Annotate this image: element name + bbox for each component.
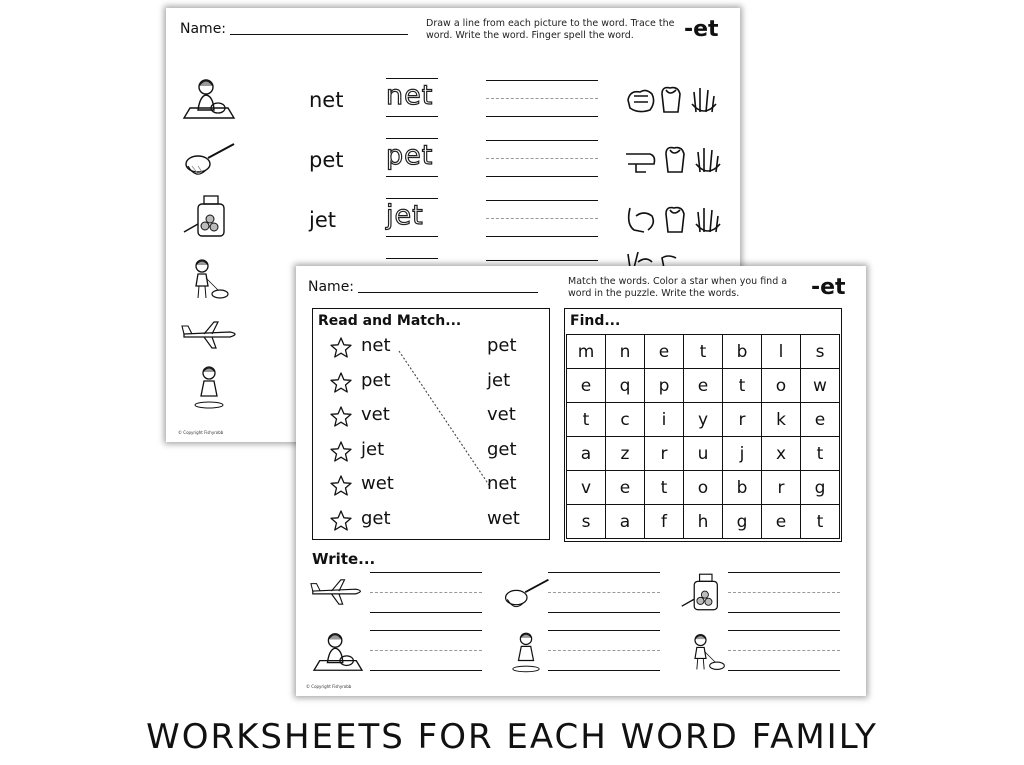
grid-cell[interactable]: e (645, 335, 684, 369)
grid-cell[interactable]: z (606, 437, 645, 471)
grid-cell[interactable]: v (567, 471, 606, 505)
match-word-right[interactable]: get (487, 438, 517, 460)
grid-cell[interactable]: r (645, 437, 684, 471)
grid-row (567, 403, 840, 437)
girl-walking-dog-icon (684, 630, 728, 674)
grid-cell[interactable]: t (645, 471, 684, 505)
match-word-right[interactable]: wet (487, 507, 520, 529)
word-jet: jet (309, 208, 336, 232)
sign-language-hands-icon (624, 202, 728, 238)
grid-cell[interactable]: h (684, 505, 723, 539)
girl-with-cat-icon (310, 628, 366, 676)
write-line[interactable] (370, 630, 482, 631)
write-line[interactable] (370, 612, 482, 613)
grid-cell[interactable]: r (723, 403, 762, 437)
word-family-label: -et (684, 17, 719, 42)
write-line[interactable] (728, 670, 840, 671)
grid-cell[interactable]: a (567, 437, 606, 471)
grid-row (567, 437, 840, 471)
write-line[interactable] (370, 572, 482, 573)
grid-cell[interactable]: k (762, 403, 801, 437)
jar-of-coins-icon (182, 192, 236, 240)
girl-walking-dog-icon (184, 256, 232, 302)
girl-in-puddle-icon (192, 364, 226, 410)
grid-cell[interactable]: t (801, 505, 840, 539)
grid-cell[interactable]: s (801, 335, 840, 369)
sign-language-hands-icon (624, 142, 728, 178)
grid-cell[interactable]: c (606, 403, 645, 437)
jar-of-coins-icon (680, 570, 728, 614)
jet-plane-icon (180, 320, 242, 350)
write-line[interactable] (548, 630, 660, 631)
grid-cell[interactable]: e (606, 471, 645, 505)
match-word-left[interactable]: jet (361, 438, 385, 460)
trace-word-pet: pet (386, 140, 434, 171)
grid-cell[interactable]: t (684, 335, 723, 369)
grid-cell[interactable]: y (684, 403, 723, 437)
match-word-left[interactable]: vet (361, 404, 390, 425)
grid-cell[interactable]: j (723, 437, 762, 471)
write-line[interactable] (370, 670, 482, 671)
butterfly-net-icon (182, 138, 238, 182)
girl-with-cat-icon (180, 74, 238, 124)
grid-cell[interactable]: t (801, 437, 840, 471)
grid-row (567, 505, 840, 539)
read-and-match-box (312, 308, 550, 540)
write-line[interactable] (728, 612, 840, 613)
grid-cell[interactable]: i (645, 403, 684, 437)
grid-cell[interactable]: w (801, 369, 840, 403)
grid-cell[interactable]: q (606, 369, 645, 403)
grid-cell[interactable]: e (567, 369, 606, 403)
grid-cell[interactable]: f (645, 505, 684, 539)
name-line (358, 292, 538, 293)
grid-cell[interactable]: g (723, 505, 762, 539)
trace-word-net: net (386, 80, 434, 111)
grid-cell[interactable]: t (723, 369, 762, 403)
star-icon[interactable] (329, 405, 353, 429)
write-guide-line[interactable] (548, 650, 660, 651)
write-line[interactable] (548, 572, 660, 573)
match-word-left[interactable]: pet (361, 369, 391, 391)
star-icon[interactable] (329, 509, 353, 533)
grid-cell[interactable]: a (606, 505, 645, 539)
star-icon[interactable] (329, 371, 353, 395)
star-icon[interactable] (329, 336, 353, 360)
word-search-grid (566, 334, 840, 539)
match-word-right[interactable]: net (487, 473, 517, 494)
write-guide-line[interactable] (728, 650, 840, 651)
butterfly-net-icon (502, 574, 552, 614)
trace-word-jet: jet (386, 200, 424, 231)
name-line (230, 34, 408, 35)
grid-row (567, 369, 840, 403)
grid-cell[interactable]: x (762, 437, 801, 471)
match-word-right[interactable]: jet (487, 369, 511, 391)
write-line[interactable] (728, 630, 840, 631)
worksheet-read-and-match (296, 266, 866, 696)
write-guide-line[interactable] (370, 650, 482, 651)
name-label: Name: (180, 21, 227, 37)
grid-cell[interactable]: b (723, 335, 762, 369)
grid-cell[interactable]: e (801, 403, 840, 437)
grid-cell[interactable]: s (567, 505, 606, 539)
write-guide-line[interactable] (370, 592, 482, 593)
grid-cell[interactable]: r (762, 471, 801, 505)
grid-cell[interactable]: m (567, 335, 606, 369)
instructions: Draw a line from each picture to the word. Trace the word. Write the word. Finger spell the word. (426, 18, 675, 41)
instructions: Match the words. Color a star when you find a word in the puzzle. Write the words. (568, 276, 788, 299)
copyright: © Copyright Fishyrobb (178, 430, 224, 435)
grid-cell[interactable]: e (762, 505, 801, 539)
read-and-match-title: Read and Match... (318, 313, 462, 329)
word-pet: pet (309, 148, 344, 172)
grid-cell[interactable]: l (762, 335, 801, 369)
grid-cell[interactable]: o (684, 471, 723, 505)
write-line[interactable] (728, 572, 840, 573)
caption: WORKSHEETS FOR EACH WORD FAMILY (146, 717, 878, 757)
star-icon[interactable] (329, 440, 353, 464)
girl-in-puddle-icon (510, 630, 542, 674)
word-find-title: Find... (570, 313, 621, 329)
match-word-right[interactable]: vet (487, 404, 516, 425)
write-line[interactable] (548, 670, 660, 671)
grid-cell[interactable]: u (684, 437, 723, 471)
grid-row (567, 471, 840, 505)
name-label: Name: (308, 279, 355, 295)
grid-cell[interactable]: p (645, 369, 684, 403)
jet-plane-icon (308, 578, 368, 606)
write-title: Write... (312, 550, 376, 568)
grid-cell[interactable]: o (762, 369, 801, 403)
grid-cell[interactable]: b (723, 471, 762, 505)
match-word-right[interactable]: pet (487, 335, 517, 356)
match-word-left[interactable]: wet (361, 473, 394, 494)
write-guide-line[interactable] (548, 592, 660, 593)
grid-cell[interactable]: e (684, 369, 723, 403)
star-icon[interactable] (329, 474, 353, 498)
write-guide-line[interactable] (728, 592, 840, 593)
word-family-label: -et (811, 275, 846, 300)
match-word-left[interactable]: get (361, 507, 391, 529)
write-line[interactable] (548, 612, 660, 613)
match-word-left[interactable]: net (361, 335, 391, 356)
grid-cell[interactable]: n (606, 335, 645, 369)
sign-language-hands-icon (624, 82, 728, 118)
copyright: © Copyright Fishyrobb (306, 684, 352, 689)
grid-cell[interactable]: g (801, 471, 840, 505)
grid-row (567, 335, 840, 369)
word-find-box (564, 308, 842, 542)
grid-cell[interactable]: t (567, 403, 606, 437)
word-net: net (309, 88, 344, 112)
